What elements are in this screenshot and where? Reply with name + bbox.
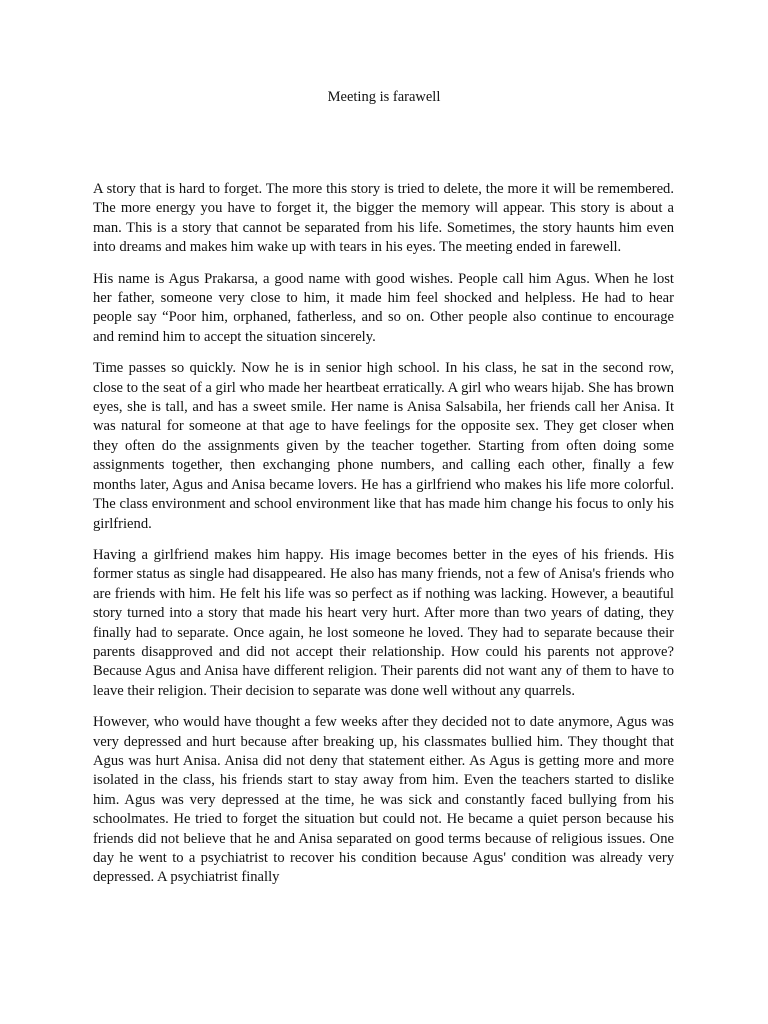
paragraph-5: However, who would have thought a few weeks after they decided not to date anymore, Agus was very depressed and hurt because after breaking up, his classmates bullied him. They thought that Agus was hurt Anisa. Anisa did not deny that statement either. As Agus is getting more and more isolated in the class, his friends start to stay away from him. Even the teachers started to dislike him. Agus was very depressed at the time, he was sick and constantly faced bullying from his schoolmates. He tried to forget the situation but could not. He became a quiet person because his friends did not believe that he and Anisa separated on good terms because of religious issues. One day he went to a psychiatrist to recover his condition because Agus' condition was already very depressed. A psychiatrist finally bbox=[93, 714, 674, 886]
paragraph-4: Having a girlfriend makes him happy. His image becomes better in the eyes of his friends. His former status as single had disappeared. He also has many friends, not a few of Anisa's friends who are friends with him. He felt his life was so perfect as if nothing was lacking. However, a beautiful story turned into a story that made his heart very hurt. After more than two years of dating, they finally had to separate. Once again, he lost someone he loved. They had to separate because their parents disapproved and did not accept their relationship. How could his parents not approve? Because Agus and Anisa have different religion. Their parents did not want any of them to have to leave their religion. Their decision to separate was done well without any quarrels. bbox=[93, 546, 674, 699]
paragraph-2: His name is Agus Prakarsa, a good name with good wishes. People call him Agus. When he lost her father, someone very close to him, it made him feel shocked and helpless. He had to hear people say “Poor him, orphaned, fatherless, and so on. Other people also continue to encourage and remind him to accept the situation sincerely. bbox=[93, 270, 674, 345]
document-title: Meeting is farawell bbox=[327, 89, 441, 105]
paragraph-3: Time passes so quickly. Now he is in senior high school. In his class, he sat in the second row, close to the seat of a girl who made her heartbeat erratically. A girl who wears hijab. She has brown eyes, she is tall, and has a sweet smile. Her name is Anisa Salsabila, her friends call her Anisa. It was natural for someone at that age to have feelings for the opposite sex. They get closer when they often do the assignments given by the teacher together. Starting from often doing some assignments together, then exchanging phone numbers, and calling each other, finally a few months later, Agus and Anisa became lovers. He has a girlfriend who makes his life more colorful. The class environment and school environment like that has made him change his focus to only his girlfriend. bbox=[93, 360, 674, 532]
document-body bbox=[93, 180, 674, 900]
paragraph-1: A story that is hard to forget. The more this story is tried to delete, the more it will be remembered. The more energy you have to forget it, the bigger the memory will appear. This story is about a man. This is a story that cannot be separated from his life. Sometimes, the story haunts him even into dreams and makes him wake up with tears in his eyes. The meeting ended in farewell. bbox=[93, 181, 674, 256]
